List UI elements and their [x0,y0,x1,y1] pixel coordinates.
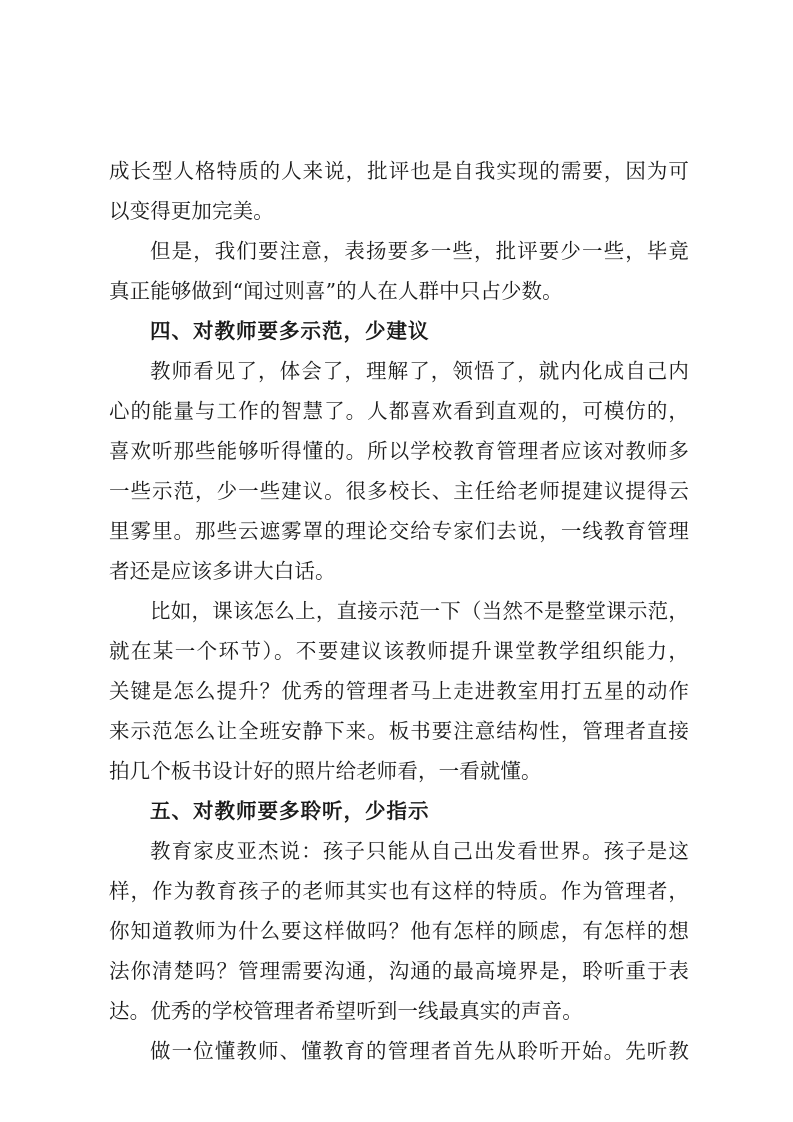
text-line: 就在某一个环节）。不要建议该教师提升课堂教学组织能力， [109,639,689,663]
text-line: 做一位懂教师、懂教育的管理者首先从聆听开始。先听教 [150,1039,689,1063]
text-line: 你知道教师为什么要这样做吗？他有怎样的顾虑，有怎样的想 [109,919,689,943]
text-line: 关键是怎么提升？优秀的管理者马上走进教室用打五星的动作 [109,679,689,703]
section-heading: 四、对教师要多示范，少建议 [150,319,430,343]
text-line: 以变得更加完美。 [109,199,274,223]
section-heading: 五、对教师要多聆听，少指示 [150,799,430,823]
text-line: 但是，我们要注意，表扬要多一些，批评要少一些，毕竟 [150,239,689,263]
text-line: 心的能量与工作的智慧了。人都喜欢看到直观的，可模仿的， [109,399,689,423]
paragraph [109,831,689,1031]
text-line: 达。优秀的学校管理者希望听到一线最真实的声音。 [109,999,583,1023]
paragraph [109,1031,689,1071]
text-line: 喜欢听那些能够听得懂的。所以学校教育管理者应该对教师多 [109,439,689,463]
text-line: 教师看见了，体会了，理解了，领悟了，就内化成自己内 [150,359,689,383]
text-line: 拍几个板书设计好的照片给老师看，一看就懂。 [109,759,542,783]
text-line: 教育家皮亚杰说：孩子只能从自己出发看世界。孩子是这 [150,839,689,863]
paragraph [109,591,689,791]
text-line: 者还是应该多讲大白话。 [109,559,336,583]
text-line: 里雾里。那些云遮雾罩的理论交给专家们去说，一线教育管理 [109,519,689,543]
document-body [109,151,689,1071]
paragraph [109,151,689,231]
paragraph [109,231,689,311]
text-line: 一些示范，少一些建议。很多校长、主任给老师提建议提得云 [109,479,689,503]
text-line: 真正能够做到“闻过则喜”的人在人群中只占少数。 [109,279,563,303]
text-line: 比如，课该怎么上，直接示范一下（当然不是整堂课示范， [150,599,689,623]
text-line: 来示范怎么让全班安静下来。板书要注意结构性，管理者直接 [109,719,689,743]
text-line: 成长型人格特质的人来说，批评也是自我实现的需要，因为可 [109,159,689,183]
paragraph [109,351,689,591]
text-line: 法你清楚吗？管理需要沟通，沟通的最高境界是，聆听重于表 [109,959,689,983]
text-line: 样，作为教育孩子的老师其实也有这样的特质。作为管理者， [109,879,689,903]
